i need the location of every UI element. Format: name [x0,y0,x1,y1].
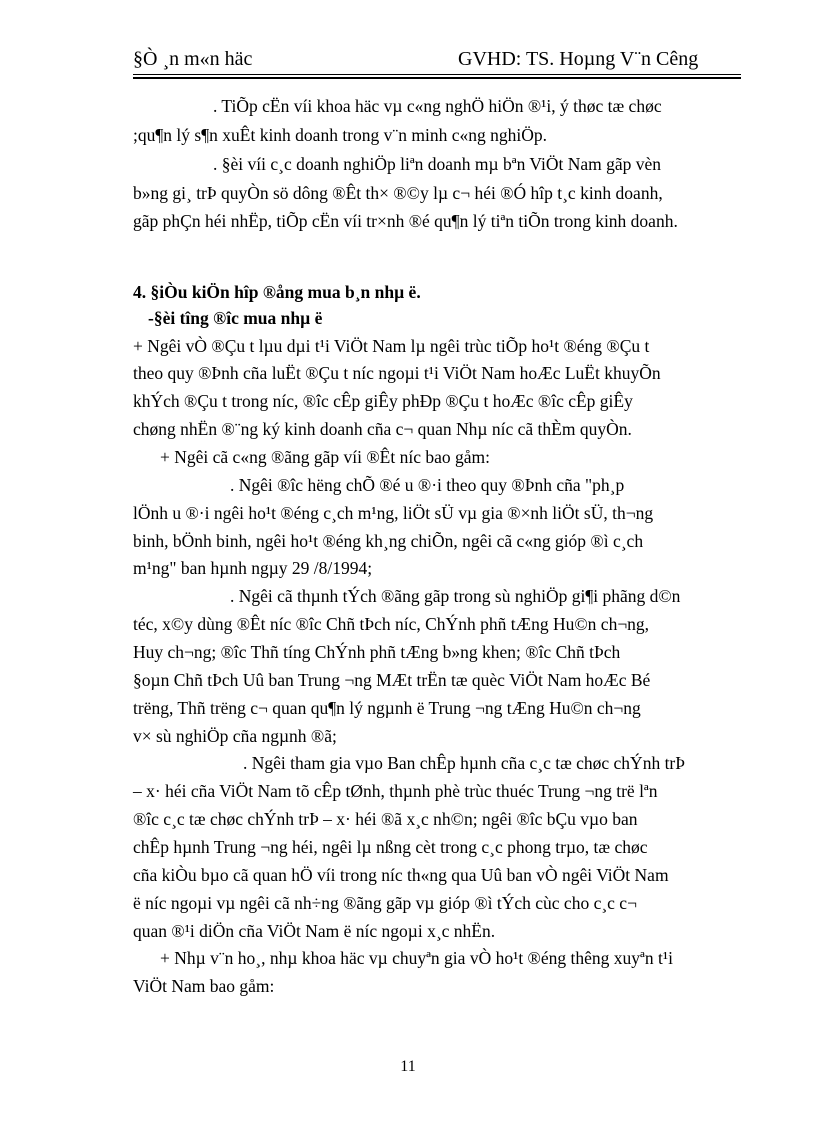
body-line: ë níc ngoµi vµ ngêi cã nh÷ng ®ãng gãp vµ gióp ®ì tÝch cùc cho c¸c c¬ [133,893,637,913]
section-heading: 4. §iÒu kiÖn hîp ®ång mua b¸n nhµ ë. [133,282,421,302]
header-rule-thick [133,77,741,79]
body-line: + Ngêi cã c«ng ®ãng gãp víi ®Êt níc bao gåm: [160,447,490,467]
body-line: v× sù nghiÖp cña ngµnh ®ã; [133,726,337,746]
body-line: ViÖt Nam bao gåm: [133,976,275,996]
body-line: téc, x©y dùng ®Êt níc ®îc Chñ tÞch níc, ChÝnh phñ tÆng Hu©n ch¬ng, [133,614,650,634]
body-line: Huy ch¬ng; ®îc Thñ tíng ChÝnh phñ tÆng b»ng khen; ®îc Chñ tÞch [133,642,621,662]
body-line: gãp phÇn héi nhËp, tiÕp cËn víi tr×nh ®é qu¶n lý tiªn tiÕn trong kinh doanh. [133,211,678,231]
body-line: . §èi víi c¸c doanh nghiÖp liªn doanh mµ bªn ViÖt Nam gãp vèn [213,154,662,174]
body-line: . Ngêi ®îc hëng chÕ ®é u ®·i theo quy ®Þnh cña "ph¸p [230,475,625,495]
body-line: §oµn Chñ tÞch Uû ban Trung ¬ng MÆt trËn tæ quèc ViÖt Nam hoÆc Bé [133,670,651,690]
body-line: – x· héi cña ViÖt Nam tõ cÊp tØnh, thµnh phè trùc thuéc Trung ¬ng trë lªn [133,781,658,801]
page-number: 11 [400,1058,416,1075]
body-line: . Ngêi cã thµnh tÝch ®ãng gãp trong sù nghiÖp gi¶i phãng d©n [230,586,681,606]
body-line: . TiÕp cËn víi khoa häc vµ c«ng nghÖ hiÖn ®¹i, ý thøc tæ chøc [213,96,662,116]
body-line: + Nhµ v¨n ho¸, nhµ khoa häc vµ chuyªn gia vÒ ho¹t ®éng thêng xuyªn t¹i [160,948,673,968]
document-title: §Ò ¸n m«n häc [133,48,253,70]
body-line: binh, bÖnh binh, ngêi ho¹t ®éng kh¸ng chiÕn, ngêi cã c«ng gióp ®ì c¸ch [133,531,644,551]
body-line: khÝch ®Çu t trong níc, ®îc cÊp giÊy phÐp ®Çu t hoÆc ®îc cÊp giÊy [133,391,633,411]
advisor-name: GVHD: TS. Hoµng V¨n Cêng [458,48,699,70]
header-rule [133,74,741,75]
body-line: cña kiÒu bµo cã quan hÖ víi trong níc th«ng qua Uû ban vÒ ngêi ViÖt Nam [133,865,669,885]
body-line: lÖnh u ®·i ngêi ho¹t ®éng c¸ch m¹ng, liÖt sÜ vµ gia ®×nh liÖt sÜ, th¬ng [133,503,654,523]
subsection-heading-text: -§èi tîng ®îc mua nhµ ë [148,308,323,328]
body-line: m¹ng" ban hµnh ngµy 29 /8/1994; [133,558,373,578]
body-line: quan ®¹i diÖn cña ViÖt Nam ë níc ngoµi x¸c nhËn. [133,921,496,941]
body-line: theo quy ®Þnh cña luËt ®Çu t níc ngoµi t¹i ViÖt Nam hoÆc LuËt khuyÕn [133,363,661,383]
body-line: chøng nhËn ®¨ng ký kinh doanh cña c¬ quan Nhµ níc cã thÈm quyÒn. [133,419,632,439]
body-line: ®îc c¸c tæ chøc chÝnh trÞ – x· héi ®ã x¸c nh©n; ngêi ®îc bÇu vµo ban [133,809,638,829]
body-line: b»ng gi¸ trÞ quyÒn sö dông ®Êt th× ®©y lµ c¬ héi ®Ó hîp t¸c kinh doanh, [133,183,663,203]
body-line: . Ngêi tham gia vµo Ban chÊp hµnh cña c¸c tæ chøc chÝnh trÞ [243,753,685,773]
body-line: chÊp hµnh Trung ¬ng héi, ngêi lµ nßng cèt trong c¸c phong trµo, tæ chøc [133,837,648,857]
subsection-heading [148,306,322,330]
body-line: + Ngêi vÒ ®Çu t lµu dµi t¹i ViÖt Nam lµ ngêi trùc tiÕp ho¹t ®éng ®Çu t [133,336,650,356]
body-line: ;qu¶n lý s¶n xuÊt kinh doanh trong v¨n minh c«ng nghiÖp. [133,125,547,145]
body-line: trëng, Thñ trëng c¬ quan qu¶n lý ngµnh ë Trung ¬ng tÆng Hu©n ch¬ng [133,698,641,718]
page-header [133,48,741,74]
